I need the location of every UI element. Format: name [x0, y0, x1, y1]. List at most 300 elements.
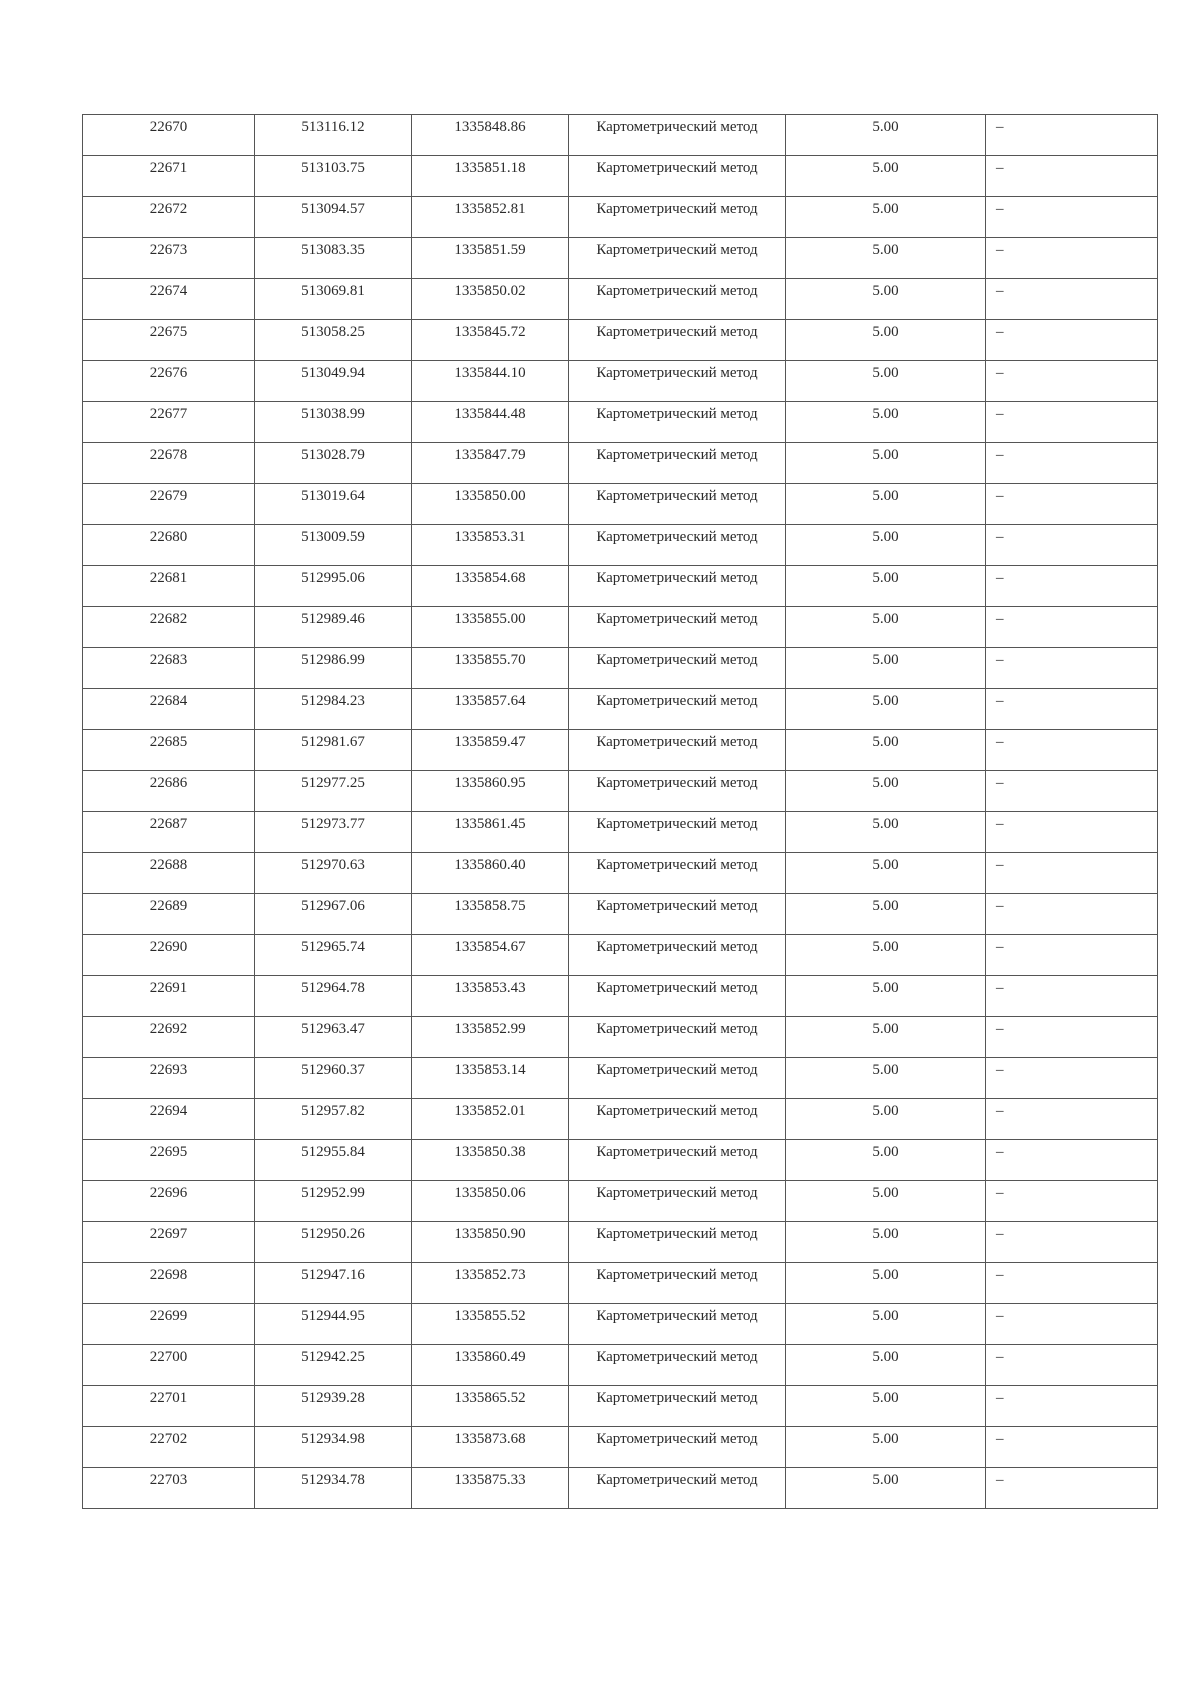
accuracy-cell	[786, 1017, 986, 1058]
note-cell-text: –	[996, 816, 1004, 832]
note-cell-text: –	[996, 1103, 1004, 1119]
accuracy-cell	[786, 1140, 986, 1181]
point-number-cell-text: 22698	[149, 1267, 188, 1283]
method-cell-text: Картометрический метод	[596, 1103, 758, 1119]
note-cell-text: –	[996, 283, 1004, 299]
note-cell-text: –	[996, 857, 1004, 873]
y-coordinate-cell	[412, 443, 569, 484]
table-row	[83, 976, 1158, 1017]
table-row	[83, 1345, 1158, 1386]
accuracy-cell	[786, 484, 986, 525]
point-number-cell-text: 22693	[149, 1062, 188, 1078]
table-row	[83, 894, 1158, 935]
method-cell	[569, 320, 786, 361]
point-number-cell-text: 22676	[149, 365, 188, 381]
method-cell-text: Картометрический метод	[596, 529, 758, 545]
note-cell	[986, 566, 1158, 607]
y-coordinate-cell-text: 1335855.52	[454, 1308, 526, 1324]
x-coordinate-cell	[255, 525, 412, 566]
note-cell-text: –	[996, 775, 1004, 791]
method-cell-text: Картометрический метод	[596, 1062, 758, 1078]
note-cell	[986, 730, 1158, 771]
method-cell-text: Картометрический метод	[596, 1349, 758, 1365]
note-cell-text: –	[996, 1226, 1004, 1242]
method-cell-text: Картометрический метод	[596, 1226, 758, 1242]
y-coordinate-cell	[412, 1263, 569, 1304]
y-coordinate-cell-text: 1335857.64	[454, 693, 526, 709]
note-cell-text: –	[996, 1144, 1004, 1160]
accuracy-cell	[786, 853, 986, 894]
method-cell	[569, 1181, 786, 1222]
x-coordinate-cell	[255, 402, 412, 443]
x-coordinate-cell-text: 513116.12	[301, 119, 365, 135]
accuracy-cell-text: 5.00	[872, 406, 899, 422]
note-cell-text: –	[996, 242, 1004, 258]
accuracy-cell	[786, 402, 986, 443]
table-row	[83, 361, 1158, 402]
method-cell	[569, 525, 786, 566]
y-coordinate-cell-text: 1335859.47	[454, 734, 526, 750]
y-coordinate-cell-text: 1335851.59	[454, 242, 526, 258]
accuracy-cell	[786, 525, 986, 566]
point-number-cell	[83, 689, 255, 730]
accuracy-cell	[786, 156, 986, 197]
note-cell	[986, 1058, 1158, 1099]
x-coordinate-cell-text: 513083.35	[301, 242, 365, 258]
accuracy-cell	[786, 771, 986, 812]
point-number-cell	[83, 566, 255, 607]
accuracy-cell-text: 5.00	[872, 652, 899, 668]
note-cell	[986, 402, 1158, 443]
method-cell-text: Картометрический метод	[596, 1144, 758, 1160]
x-coordinate-cell	[255, 976, 412, 1017]
point-number-cell-text: 22672	[149, 201, 188, 217]
y-coordinate-cell	[412, 730, 569, 771]
x-coordinate-cell	[255, 607, 412, 648]
x-coordinate-cell-text: 513094.57	[301, 201, 365, 217]
method-cell-text: Картометрический метод	[596, 1185, 758, 1201]
x-coordinate-cell-text: 512944.95	[301, 1308, 365, 1324]
method-cell	[569, 1222, 786, 1263]
note-cell	[986, 1427, 1158, 1468]
accuracy-cell-text: 5.00	[872, 980, 899, 996]
x-coordinate-cell	[255, 935, 412, 976]
y-coordinate-cell	[412, 279, 569, 320]
note-cell	[986, 1181, 1158, 1222]
note-cell	[986, 115, 1158, 156]
method-cell	[569, 1304, 786, 1345]
point-number-cell-text: 22673	[149, 242, 188, 258]
method-cell	[569, 197, 786, 238]
accuracy-cell	[786, 689, 986, 730]
method-cell	[569, 1017, 786, 1058]
y-coordinate-cell-text: 1335855.70	[454, 652, 526, 668]
point-number-cell	[83, 648, 255, 689]
point-number-cell-text: 22677	[149, 406, 188, 422]
point-number-cell	[83, 1017, 255, 1058]
point-number-cell	[83, 402, 255, 443]
table-row	[83, 689, 1158, 730]
accuracy-cell-text: 5.00	[872, 201, 899, 217]
x-coordinate-cell	[255, 1058, 412, 1099]
note-cell-text: –	[996, 406, 1004, 422]
note-cell	[986, 1386, 1158, 1427]
note-cell	[986, 812, 1158, 853]
method-cell	[569, 484, 786, 525]
note-cell	[986, 1345, 1158, 1386]
note-cell-text: –	[996, 160, 1004, 176]
point-number-cell	[83, 894, 255, 935]
accuracy-cell-text: 5.00	[872, 242, 899, 258]
accuracy-cell-text: 5.00	[872, 734, 899, 750]
x-coordinate-cell-text: 512957.82	[301, 1103, 365, 1119]
method-cell-text: Картометрический метод	[596, 406, 758, 422]
accuracy-cell	[786, 607, 986, 648]
point-number-cell-text: 22679	[149, 488, 188, 504]
accuracy-cell	[786, 812, 986, 853]
x-coordinate-cell	[255, 689, 412, 730]
note-cell	[986, 976, 1158, 1017]
y-coordinate-cell	[412, 1017, 569, 1058]
point-number-cell-text: 22689	[149, 898, 188, 914]
accuracy-cell	[786, 115, 986, 156]
y-coordinate-cell	[412, 1427, 569, 1468]
point-number-cell	[83, 1263, 255, 1304]
method-cell	[569, 607, 786, 648]
point-number-cell	[83, 607, 255, 648]
x-coordinate-cell-text: 513028.79	[301, 447, 365, 463]
y-coordinate-cell	[412, 197, 569, 238]
x-coordinate-cell-text: 512955.84	[301, 1144, 365, 1160]
accuracy-cell	[786, 1263, 986, 1304]
y-coordinate-cell	[412, 1181, 569, 1222]
y-coordinate-cell-text: 1335854.68	[454, 570, 526, 586]
note-cell	[986, 156, 1158, 197]
note-cell	[986, 361, 1158, 402]
point-number-cell-text: 22674	[149, 283, 188, 299]
table-row	[83, 1099, 1158, 1140]
method-cell-text: Картометрический метод	[596, 1308, 758, 1324]
point-number-cell	[83, 443, 255, 484]
point-number-cell	[83, 1468, 255, 1509]
y-coordinate-cell-text: 1335848.86	[454, 119, 526, 135]
accuracy-cell	[786, 1427, 986, 1468]
x-coordinate-cell	[255, 156, 412, 197]
x-coordinate-cell	[255, 484, 412, 525]
method-cell	[569, 402, 786, 443]
note-cell	[986, 1140, 1158, 1181]
point-number-cell	[83, 279, 255, 320]
y-coordinate-cell	[412, 115, 569, 156]
x-coordinate-cell	[255, 1181, 412, 1222]
table-row	[83, 1304, 1158, 1345]
note-cell-text: –	[996, 324, 1004, 340]
x-coordinate-cell	[255, 894, 412, 935]
note-cell	[986, 1304, 1158, 1345]
x-coordinate-cell-text: 512989.46	[301, 611, 365, 627]
method-cell	[569, 238, 786, 279]
y-coordinate-cell-text: 1335850.38	[454, 1144, 526, 1160]
accuracy-cell	[786, 443, 986, 484]
point-number-cell-text: 22671	[149, 160, 188, 176]
note-cell-text: –	[996, 119, 1004, 135]
note-cell-text: –	[996, 1185, 1004, 1201]
method-cell	[569, 771, 786, 812]
accuracy-cell	[786, 730, 986, 771]
table-row	[83, 525, 1158, 566]
x-coordinate-cell-text: 512967.06	[301, 898, 365, 914]
table-row	[83, 1058, 1158, 1099]
y-coordinate-cell	[412, 1386, 569, 1427]
accuracy-cell	[786, 1222, 986, 1263]
point-number-cell-text: 22675	[149, 324, 188, 340]
point-number-cell-text: 22683	[149, 652, 188, 668]
table-row	[83, 730, 1158, 771]
y-coordinate-cell	[412, 935, 569, 976]
accuracy-cell	[786, 197, 986, 238]
note-cell	[986, 484, 1158, 525]
x-coordinate-cell	[255, 1468, 412, 1509]
method-cell-text: Картометрический метод	[596, 1472, 758, 1488]
point-number-cell-text: 22697	[149, 1226, 188, 1242]
table-row	[83, 279, 1158, 320]
x-coordinate-cell	[255, 853, 412, 894]
y-coordinate-cell-text: 1335858.75	[454, 898, 526, 914]
point-number-cell	[83, 361, 255, 402]
note-cell-text: –	[996, 1472, 1004, 1488]
note-cell-text: –	[996, 570, 1004, 586]
method-cell	[569, 976, 786, 1017]
x-coordinate-cell-text: 512973.77	[301, 816, 365, 832]
note-cell	[986, 935, 1158, 976]
note-cell	[986, 279, 1158, 320]
method-cell-text: Картометрический метод	[596, 1021, 758, 1037]
accuracy-cell-text: 5.00	[872, 283, 899, 299]
point-number-cell-text: 22688	[149, 857, 188, 873]
note-cell-text: –	[996, 529, 1004, 545]
x-coordinate-cell-text: 513009.59	[301, 529, 365, 545]
point-number-cell-text: 22703	[149, 1472, 188, 1488]
method-cell-text: Картометрический метод	[596, 693, 758, 709]
method-cell	[569, 443, 786, 484]
x-coordinate-cell	[255, 566, 412, 607]
y-coordinate-cell-text: 1335855.00	[454, 611, 526, 627]
accuracy-cell	[786, 935, 986, 976]
note-cell-text: –	[996, 693, 1004, 709]
method-cell	[569, 566, 786, 607]
method-cell-text: Картометрический метод	[596, 1390, 758, 1406]
table-row	[83, 648, 1158, 689]
point-number-cell-text: 22694	[149, 1103, 188, 1119]
method-cell-text: Картометрический метод	[596, 119, 758, 135]
accuracy-cell	[786, 1386, 986, 1427]
accuracy-cell-text: 5.00	[872, 447, 899, 463]
point-number-cell-text: 22701	[149, 1390, 188, 1406]
method-cell-text: Картометрический метод	[596, 652, 758, 668]
method-cell	[569, 1140, 786, 1181]
accuracy-cell-text: 5.00	[872, 1185, 899, 1201]
y-coordinate-cell	[412, 1058, 569, 1099]
x-coordinate-cell	[255, 361, 412, 402]
x-coordinate-cell-text: 512960.37	[301, 1062, 365, 1078]
accuracy-cell	[786, 1304, 986, 1345]
y-coordinate-cell-text: 1335852.81	[454, 201, 526, 217]
x-coordinate-cell	[255, 1140, 412, 1181]
point-number-cell	[83, 771, 255, 812]
note-cell-text: –	[996, 898, 1004, 914]
method-cell	[569, 648, 786, 689]
method-cell	[569, 1058, 786, 1099]
accuracy-cell-text: 5.00	[872, 1062, 899, 1078]
accuracy-cell-text: 5.00	[872, 1390, 899, 1406]
x-coordinate-cell	[255, 443, 412, 484]
y-coordinate-cell	[412, 361, 569, 402]
x-coordinate-cell-text: 512934.98	[301, 1431, 365, 1447]
note-cell-text: –	[996, 611, 1004, 627]
y-coordinate-cell	[412, 1099, 569, 1140]
method-cell	[569, 1386, 786, 1427]
point-number-cell	[83, 156, 255, 197]
x-coordinate-cell-text: 512942.25	[301, 1349, 365, 1365]
point-number-cell	[83, 935, 255, 976]
note-cell-text: –	[996, 1349, 1004, 1365]
note-cell	[986, 443, 1158, 484]
x-coordinate-cell	[255, 320, 412, 361]
accuracy-cell-text: 5.00	[872, 1267, 899, 1283]
x-coordinate-cell-text: 512981.67	[301, 734, 365, 750]
method-cell	[569, 689, 786, 730]
y-coordinate-cell-text: 1335844.10	[454, 365, 526, 381]
method-cell	[569, 1468, 786, 1509]
x-coordinate-cell-text: 512965.74	[301, 939, 365, 955]
accuracy-cell-text: 5.00	[872, 1144, 899, 1160]
x-coordinate-cell-text: 512934.78	[301, 1472, 365, 1488]
x-coordinate-cell-text: 512950.26	[301, 1226, 365, 1242]
method-cell	[569, 279, 786, 320]
x-coordinate-cell	[255, 648, 412, 689]
accuracy-cell	[786, 1058, 986, 1099]
method-cell-text: Картометрический метод	[596, 1431, 758, 1447]
y-coordinate-cell-text: 1335845.72	[454, 324, 526, 340]
accuracy-cell	[786, 1468, 986, 1509]
y-coordinate-cell-text: 1335873.68	[454, 1431, 526, 1447]
y-coordinate-cell	[412, 1304, 569, 1345]
y-coordinate-cell	[412, 812, 569, 853]
note-cell-text: –	[996, 447, 1004, 463]
note-cell-text: –	[996, 1431, 1004, 1447]
x-coordinate-cell	[255, 812, 412, 853]
y-coordinate-cell-text: 1335860.40	[454, 857, 526, 873]
note-cell	[986, 1017, 1158, 1058]
note-cell	[986, 1263, 1158, 1304]
note-cell-text: –	[996, 1390, 1004, 1406]
accuracy-cell-text: 5.00	[872, 529, 899, 545]
y-coordinate-cell-text: 1335847.79	[454, 447, 526, 463]
method-cell-text: Картометрический метод	[596, 488, 758, 504]
y-coordinate-cell	[412, 853, 569, 894]
method-cell	[569, 156, 786, 197]
accuracy-cell-text: 5.00	[872, 693, 899, 709]
note-cell-text: –	[996, 201, 1004, 217]
x-coordinate-cell-text: 513049.94	[301, 365, 365, 381]
table-row	[83, 320, 1158, 361]
point-number-cell	[83, 320, 255, 361]
x-coordinate-cell	[255, 1263, 412, 1304]
method-cell-text: Картометрический метод	[596, 816, 758, 832]
table-row	[83, 1468, 1158, 1509]
y-coordinate-cell	[412, 976, 569, 1017]
table-row	[83, 1181, 1158, 1222]
method-cell-text: Картометрический метод	[596, 365, 758, 381]
accuracy-cell	[786, 976, 986, 1017]
x-coordinate-cell-text: 513038.99	[301, 406, 365, 422]
x-coordinate-cell-text: 512947.16	[301, 1267, 365, 1283]
note-cell	[986, 853, 1158, 894]
point-number-cell	[83, 812, 255, 853]
point-number-cell	[83, 730, 255, 771]
note-cell	[986, 525, 1158, 566]
accuracy-cell	[786, 1181, 986, 1222]
x-coordinate-cell-text: 512970.63	[301, 857, 365, 873]
point-number-cell	[83, 1099, 255, 1140]
x-coordinate-cell	[255, 1345, 412, 1386]
point-number-cell	[83, 525, 255, 566]
method-cell-text: Картометрический метод	[596, 898, 758, 914]
point-number-cell-text: 22695	[149, 1144, 188, 1160]
x-coordinate-cell-text: 512995.06	[301, 570, 365, 586]
x-coordinate-cell-text: 512977.25	[301, 775, 365, 791]
point-number-cell-text: 22684	[149, 693, 188, 709]
accuracy-cell-text: 5.00	[872, 1103, 899, 1119]
note-cell-text: –	[996, 980, 1004, 996]
y-coordinate-cell-text: 1335850.00	[454, 488, 526, 504]
method-cell-text: Картометрический метод	[596, 1267, 758, 1283]
y-coordinate-cell-text: 1335850.06	[454, 1185, 526, 1201]
table-row	[83, 1222, 1158, 1263]
x-coordinate-cell	[255, 279, 412, 320]
y-coordinate-cell	[412, 771, 569, 812]
accuracy-cell-text: 5.00	[872, 365, 899, 381]
note-cell-text: –	[996, 1267, 1004, 1283]
note-cell	[986, 197, 1158, 238]
y-coordinate-cell-text: 1335860.49	[454, 1349, 526, 1365]
y-coordinate-cell	[412, 525, 569, 566]
note-cell-text: –	[996, 734, 1004, 750]
x-coordinate-cell	[255, 1222, 412, 1263]
x-coordinate-cell-text: 512963.47	[301, 1021, 365, 1037]
method-cell-text: Картометрический метод	[596, 775, 758, 791]
accuracy-cell-text: 5.00	[872, 898, 899, 914]
y-coordinate-cell	[412, 607, 569, 648]
y-coordinate-cell-text: 1335851.18	[454, 160, 526, 176]
note-cell	[986, 607, 1158, 648]
accuracy-cell-text: 5.00	[872, 816, 899, 832]
x-coordinate-cell-text: 512986.99	[301, 652, 365, 668]
point-number-cell	[83, 1140, 255, 1181]
point-number-cell	[83, 238, 255, 279]
y-coordinate-cell	[412, 320, 569, 361]
y-coordinate-cell-text: 1335850.90	[454, 1226, 526, 1242]
x-coordinate-cell	[255, 1099, 412, 1140]
accuracy-cell-text: 5.00	[872, 939, 899, 955]
y-coordinate-cell-text: 1335852.73	[454, 1267, 526, 1283]
accuracy-cell	[786, 279, 986, 320]
accuracy-cell-text: 5.00	[872, 611, 899, 627]
point-number-cell-text: 22687	[149, 816, 188, 832]
method-cell-text: Картометрический метод	[596, 447, 758, 463]
table-row	[83, 238, 1158, 279]
table-row	[83, 607, 1158, 648]
